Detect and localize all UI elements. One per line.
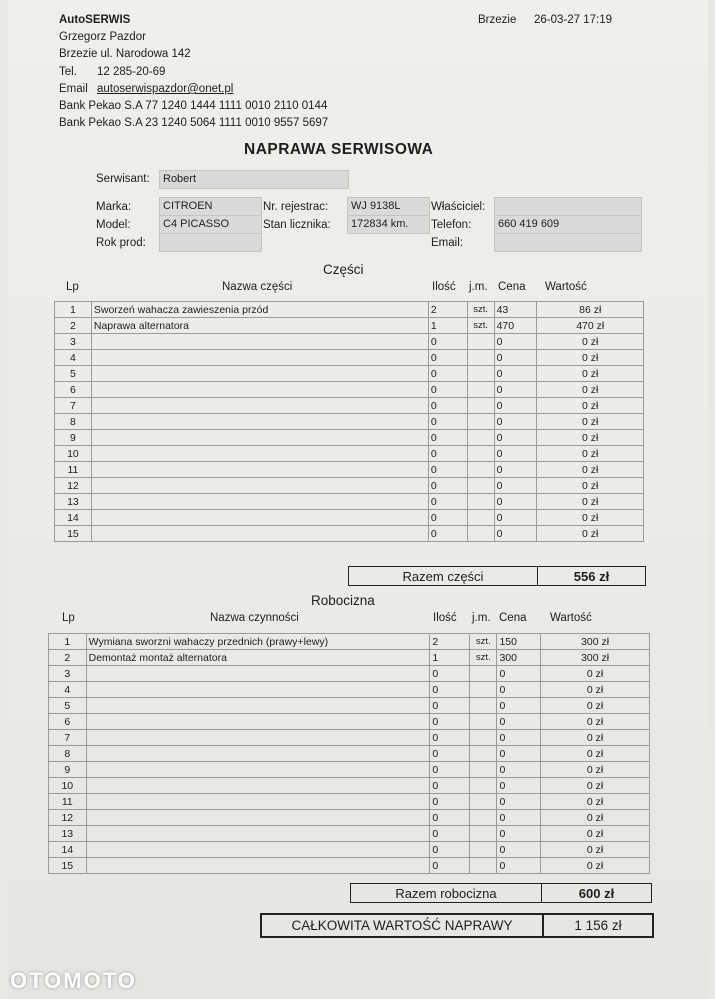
labor-cell-price: 0 xyxy=(497,794,541,810)
labor-cell-name xyxy=(86,762,430,778)
labor-cell-unit xyxy=(470,858,497,874)
nr-rejestrac-label: Nr. rejestrac: xyxy=(263,201,329,213)
labor-table-row xyxy=(49,762,650,778)
labor-cell-name xyxy=(86,666,430,682)
labor-cell-price: 0 xyxy=(497,746,541,762)
wlasciciel-label: Właściciel: xyxy=(431,201,486,213)
labor-cell-unit: szt. xyxy=(470,650,497,666)
labor-cell-value: 0 zł xyxy=(541,794,650,810)
labor-cell-unit xyxy=(470,714,497,730)
labor-cell-lp: 6 xyxy=(49,714,87,730)
parts-cell-value: 0 zł xyxy=(537,398,644,414)
labor-cell-unit xyxy=(470,794,497,810)
parts-table-row xyxy=(55,510,644,526)
parts-cell-price: 470 xyxy=(494,318,537,334)
parts-table-row xyxy=(55,334,644,350)
wlasciciel-field[interactable] xyxy=(494,197,642,216)
labor-cell-name xyxy=(86,842,430,858)
parts-cell-value: 0 zł xyxy=(537,350,644,366)
parts-table-row xyxy=(55,462,644,478)
parts-cell-price: 0 xyxy=(494,366,537,382)
parts-col-value: Wartość xyxy=(545,281,587,293)
stan-licznika-field[interactable]: 172834 km. xyxy=(347,215,430,234)
labor-cell-value: 0 zł xyxy=(541,778,650,794)
parts-table-row xyxy=(55,414,644,430)
parts-total-value: 556 zł xyxy=(573,568,610,584)
parts-cell-unit: szt. xyxy=(467,318,494,334)
parts-cell-lp: 14 xyxy=(55,510,92,526)
parts-cell-qty: 0 xyxy=(428,366,467,382)
labor-cell-lp: 13 xyxy=(49,826,87,842)
address: Brzezie ul. Narodowa 142 xyxy=(59,48,191,60)
parts-cell-name xyxy=(91,414,428,430)
labor-cell-lp: 15 xyxy=(49,858,87,874)
parts-cell-qty: 0 xyxy=(428,334,467,350)
company-name: AutoSERWIS xyxy=(59,14,131,26)
labor-cell-name xyxy=(86,826,430,842)
parts-table-row xyxy=(55,366,644,382)
labor-cell-lp: 8 xyxy=(49,746,87,762)
parts-cell-value: 0 zł xyxy=(537,478,644,494)
labor-table-row xyxy=(49,714,650,730)
parts-cell-unit xyxy=(467,430,494,446)
labor-cell-name xyxy=(86,714,430,730)
parts-cell-qty: 0 xyxy=(428,382,467,398)
labor-col-price: Cena xyxy=(499,612,527,624)
labor-cell-value: 0 zł xyxy=(541,826,650,842)
parts-cell-unit xyxy=(467,478,494,494)
parts-total-box xyxy=(348,566,646,586)
labor-cell-unit xyxy=(470,762,497,778)
labor-cell-qty: 0 xyxy=(430,730,470,746)
parts-cell-qty: 0 xyxy=(428,494,467,510)
parts-cell-lp: 5 xyxy=(55,366,92,382)
labor-table-row xyxy=(49,650,650,666)
labor-cell-lp: 12 xyxy=(49,810,87,826)
parts-cell-unit xyxy=(467,334,494,350)
labor-cell-lp: 10 xyxy=(49,778,87,794)
stan-licznika-label: Stan licznika: xyxy=(263,219,331,231)
parts-cell-lp: 13 xyxy=(55,494,92,510)
place: Brzezie xyxy=(478,14,517,26)
parts-cell-value: 86 zł xyxy=(537,302,644,318)
labor-cell-value: 0 zł xyxy=(541,714,650,730)
nr-rejestrac-field[interactable]: WJ 9138L xyxy=(347,197,430,216)
email-link[interactable]: autoserwispazdor@onet.pl xyxy=(97,83,234,95)
labor-cell-unit xyxy=(470,826,497,842)
labor-cell-qty: 2 xyxy=(430,634,470,650)
labor-cell-qty: 0 xyxy=(430,682,470,698)
labor-table-row xyxy=(49,666,650,682)
bank-account-2: Bank Pekao S.A 23 1240 5064 1111 0010 9557 5697 xyxy=(59,117,329,129)
labor-cell-price: 0 xyxy=(497,762,541,778)
labor-table-row xyxy=(49,682,650,698)
email-form-field[interactable] xyxy=(494,233,642,252)
labor-cell-value: 300 zł xyxy=(541,634,650,650)
grand-total-label: CAŁKOWITA WARTOŚĆ NAPRAWY xyxy=(262,915,544,936)
parts-cell-value: 470 zł xyxy=(537,318,644,334)
parts-cell-lp: 1 xyxy=(55,302,92,318)
parts-cell-name: Sworzeń wahacza zawieszenia przód xyxy=(91,302,428,318)
labor-cell-value: 0 zł xyxy=(541,698,650,714)
labor-cell-lp: 11 xyxy=(49,794,87,810)
labor-cell-unit xyxy=(470,842,497,858)
parts-cell-lp: 7 xyxy=(55,398,92,414)
tel-label: Tel. xyxy=(59,66,77,78)
parts-cell-price: 0 xyxy=(494,478,537,494)
parts-cell-unit xyxy=(467,462,494,478)
parts-cell-lp: 8 xyxy=(55,414,92,430)
labor-cell-price: 0 xyxy=(497,698,541,714)
parts-cell-unit xyxy=(467,366,494,382)
parts-cell-lp: 9 xyxy=(55,430,92,446)
labor-cell-value: 0 zł xyxy=(541,810,650,826)
labor-cell-unit xyxy=(470,746,497,762)
labor-cell-price: 0 xyxy=(497,810,541,826)
labor-table xyxy=(48,633,650,874)
parts-cell-price: 0 xyxy=(494,526,537,542)
labor-cell-name xyxy=(86,810,430,826)
model-label: Model: xyxy=(96,219,131,231)
labor-table-row xyxy=(49,826,650,842)
labor-cell-name: Demontaż montaż alternatora xyxy=(86,650,430,666)
labor-cell-name xyxy=(86,778,430,794)
parts-cell-name xyxy=(91,350,428,366)
parts-cell-name xyxy=(91,510,428,526)
labor-col-value: Wartość xyxy=(550,612,592,624)
labor-col-lp: Lp xyxy=(62,612,75,624)
parts-cell-unit xyxy=(467,494,494,510)
labor-cell-value: 0 zł xyxy=(541,842,650,858)
parts-cell-name xyxy=(91,526,428,542)
rok-label: Rok prod: xyxy=(96,237,146,249)
parts-cell-name xyxy=(91,494,428,510)
labor-cell-value: 0 zł xyxy=(541,730,650,746)
labor-table-row xyxy=(49,698,650,714)
labor-cell-name xyxy=(86,682,430,698)
labor-col-unit: j.m. xyxy=(472,612,491,624)
parts-cell-lp: 6 xyxy=(55,382,92,398)
parts-cell-name xyxy=(91,398,428,414)
parts-cell-unit: szt. xyxy=(467,302,494,318)
parts-cell-qty: 0 xyxy=(428,350,467,366)
labor-cell-price: 0 xyxy=(497,826,541,842)
labor-cell-qty: 0 xyxy=(430,810,470,826)
grand-total-box xyxy=(260,913,654,938)
parts-cell-unit xyxy=(467,510,494,526)
parts-cell-qty: 0 xyxy=(428,398,467,414)
telefon-label: Telefon: xyxy=(431,219,472,231)
parts-col-price: Cena xyxy=(498,281,526,293)
labor-table-row xyxy=(49,842,650,858)
parts-cell-name: Naprawa alternatora xyxy=(91,318,428,334)
parts-cell-qty: 0 xyxy=(428,462,467,478)
labor-total-value: 600 zł xyxy=(578,885,615,901)
labor-table-row xyxy=(49,730,650,746)
parts-cell-value: 0 zł xyxy=(537,382,644,398)
labor-cell-price: 0 xyxy=(497,778,541,794)
parts-cell-unit xyxy=(467,398,494,414)
parts-cell-lp: 4 xyxy=(55,350,92,366)
parts-table-row xyxy=(55,526,644,542)
parts-table-row xyxy=(55,430,644,446)
labor-cell-price: 300 xyxy=(497,650,541,666)
tel-number: 12 285-20-69 xyxy=(97,66,166,78)
owner-name: Grzegorz Pazdor xyxy=(59,31,146,43)
otomoto-watermark: OTOMOTO xyxy=(10,968,137,993)
labor-cell-lp: 7 xyxy=(49,730,87,746)
parts-cell-value: 0 zł xyxy=(537,366,644,382)
parts-cell-price: 0 xyxy=(494,446,537,462)
parts-cell-lp: 11 xyxy=(55,462,92,478)
parts-cell-qty: 0 xyxy=(428,446,467,462)
serwisant-label: Serwisant: xyxy=(96,173,150,185)
parts-cell-name xyxy=(91,334,428,350)
parts-table-row xyxy=(55,382,644,398)
parts-cell-value: 0 zł xyxy=(537,446,644,462)
parts-cell-value: 0 zł xyxy=(537,526,644,542)
labor-col-qty: Ilość xyxy=(433,612,457,624)
marka-field[interactable]: CITROEN xyxy=(159,197,262,216)
labor-cell-unit: szt. xyxy=(470,634,497,650)
parts-cell-price: 0 xyxy=(494,494,537,510)
parts-cell-price: 0 xyxy=(494,414,537,430)
parts-table-row xyxy=(55,398,644,414)
parts-table-row xyxy=(55,350,644,366)
labor-cell-qty: 0 xyxy=(430,714,470,730)
parts-cell-price: 0 xyxy=(494,462,537,478)
parts-cell-lp: 15 xyxy=(55,526,92,542)
parts-cell-unit xyxy=(467,414,494,430)
parts-cell-name xyxy=(91,430,428,446)
parts-table xyxy=(54,301,644,542)
labor-cell-price: 150 xyxy=(497,634,541,650)
parts-cell-value: 0 zł xyxy=(537,430,644,446)
labor-cell-unit xyxy=(470,698,497,714)
labor-cell-price: 0 xyxy=(497,714,541,730)
parts-cell-value: 0 zł xyxy=(537,494,644,510)
parts-cell-price: 0 xyxy=(494,510,537,526)
parts-cell-qty: 0 xyxy=(428,478,467,494)
labor-cell-value: 0 zł xyxy=(541,682,650,698)
labor-cell-lp: 4 xyxy=(49,682,87,698)
parts-table-row xyxy=(55,494,644,510)
parts-cell-price: 0 xyxy=(494,382,537,398)
labor-cell-qty: 0 xyxy=(430,858,470,874)
labor-table-row xyxy=(49,794,650,810)
page-title: NAPRAWA SERWISOWA xyxy=(244,141,434,158)
parts-cell-lp: 10 xyxy=(55,446,92,462)
labor-cell-qty: 0 xyxy=(430,794,470,810)
parts-cell-price: 43 xyxy=(494,302,537,318)
labor-section-title: Robocizna xyxy=(311,593,375,608)
labor-cell-lp: 3 xyxy=(49,666,87,682)
email-form-label: Email: xyxy=(431,237,463,249)
parts-section-title: Części xyxy=(323,262,364,277)
parts-cell-value: 0 zł xyxy=(537,510,644,526)
labor-table-row xyxy=(49,810,650,826)
parts-table-row xyxy=(55,318,644,334)
labor-col-name: Nazwa czynności xyxy=(210,612,299,624)
labor-cell-unit xyxy=(470,666,497,682)
labor-cell-qty: 0 xyxy=(430,746,470,762)
labor-cell-price: 0 xyxy=(497,682,541,698)
grand-total-value: 1 156 zł xyxy=(574,918,622,933)
parts-cell-qty: 1 xyxy=(428,318,467,334)
parts-table-row xyxy=(55,478,644,494)
parts-cell-lp: 2 xyxy=(55,318,92,334)
parts-cell-unit xyxy=(467,350,494,366)
parts-cell-qty: 0 xyxy=(428,510,467,526)
labor-cell-qty: 1 xyxy=(430,650,470,666)
parts-cell-qty: 0 xyxy=(428,526,467,542)
bank-account-1: Bank Pekao S.A 77 1240 1444 1111 0010 2110 0144 xyxy=(59,100,328,112)
labor-cell-lp: 14 xyxy=(49,842,87,858)
labor-table-row xyxy=(49,746,650,762)
labor-cell-value: 300 zł xyxy=(541,650,650,666)
labor-cell-price: 0 xyxy=(497,858,541,874)
labor-cell-name: Wymiana sworzni wahaczy przednich (prawy+lewy) xyxy=(86,634,430,650)
parts-cell-qty: 0 xyxy=(428,414,467,430)
parts-cell-value: 0 zł xyxy=(537,414,644,430)
labor-cell-qty: 0 xyxy=(430,826,470,842)
labor-total-box xyxy=(350,883,652,903)
parts-cell-value: 0 zł xyxy=(537,462,644,478)
parts-cell-lp: 3 xyxy=(55,334,92,350)
labor-cell-qty: 0 xyxy=(430,666,470,682)
parts-cell-price: 0 xyxy=(494,398,537,414)
labor-cell-price: 0 xyxy=(497,842,541,858)
parts-cell-unit xyxy=(467,382,494,398)
parts-cell-name xyxy=(91,478,428,494)
labor-cell-unit xyxy=(470,730,497,746)
labor-cell-qty: 0 xyxy=(430,762,470,778)
labor-cell-lp: 1 xyxy=(49,634,87,650)
parts-col-lp: Lp xyxy=(66,281,79,293)
parts-cell-qty: 0 xyxy=(428,430,467,446)
marka-label: Marka: xyxy=(96,201,132,213)
parts-cell-price: 0 xyxy=(494,334,537,350)
labor-table-row xyxy=(49,778,650,794)
parts-cell-name xyxy=(91,382,428,398)
labor-table-row xyxy=(49,634,650,650)
labor-cell-qty: 0 xyxy=(430,842,470,858)
parts-total-label: Razem części xyxy=(349,567,538,585)
parts-col-qty: Ilość xyxy=(432,281,456,293)
labor-cell-unit xyxy=(470,810,497,826)
labor-total-label: Razem robocizna xyxy=(351,884,542,902)
datetime: 26-03-27 17:19 xyxy=(534,14,613,26)
labor-cell-name xyxy=(86,698,430,714)
parts-cell-value: 0 zł xyxy=(537,334,644,350)
labor-cell-lp: 5 xyxy=(49,698,87,714)
model-field[interactable]: C4 PICASSO xyxy=(159,215,262,234)
labor-cell-unit xyxy=(470,778,497,794)
labor-cell-name xyxy=(86,730,430,746)
labor-cell-lp: 2 xyxy=(49,650,87,666)
labor-cell-qty: 0 xyxy=(430,778,470,794)
parts-cell-name xyxy=(91,446,428,462)
labor-cell-value: 0 zł xyxy=(541,746,650,762)
rok-field[interactable] xyxy=(159,233,262,252)
labor-cell-value: 0 zł xyxy=(541,858,650,874)
parts-cell-price: 0 xyxy=(494,350,537,366)
labor-table-row xyxy=(49,858,650,874)
labor-cell-lp: 9 xyxy=(49,762,87,778)
labor-cell-qty: 0 xyxy=(430,698,470,714)
parts-table-row xyxy=(55,446,644,462)
labor-cell-price: 0 xyxy=(497,666,541,682)
labor-cell-price: 0 xyxy=(497,730,541,746)
parts-cell-price: 0 xyxy=(494,430,537,446)
parts-cell-name xyxy=(91,366,428,382)
labor-cell-name xyxy=(86,858,430,874)
parts-col-name: Nazwa części xyxy=(222,281,293,293)
parts-table-row xyxy=(55,302,644,318)
email-label: Email xyxy=(59,83,88,95)
labor-cell-name xyxy=(86,746,430,762)
parts-cell-unit xyxy=(467,526,494,542)
parts-cell-lp: 12 xyxy=(55,478,92,494)
telefon-field[interactable]: 660 419 609 xyxy=(494,215,642,234)
parts-cell-name xyxy=(91,462,428,478)
serwisant-field[interactable]: Robert xyxy=(159,170,349,189)
labor-cell-name xyxy=(86,794,430,810)
labor-cell-value: 0 zł xyxy=(541,666,650,682)
parts-cell-qty: 2 xyxy=(428,302,467,318)
labor-cell-unit xyxy=(470,682,497,698)
labor-cell-value: 0 zł xyxy=(541,762,650,778)
parts-cell-unit xyxy=(467,446,494,462)
parts-col-unit: j.m. xyxy=(469,281,488,293)
